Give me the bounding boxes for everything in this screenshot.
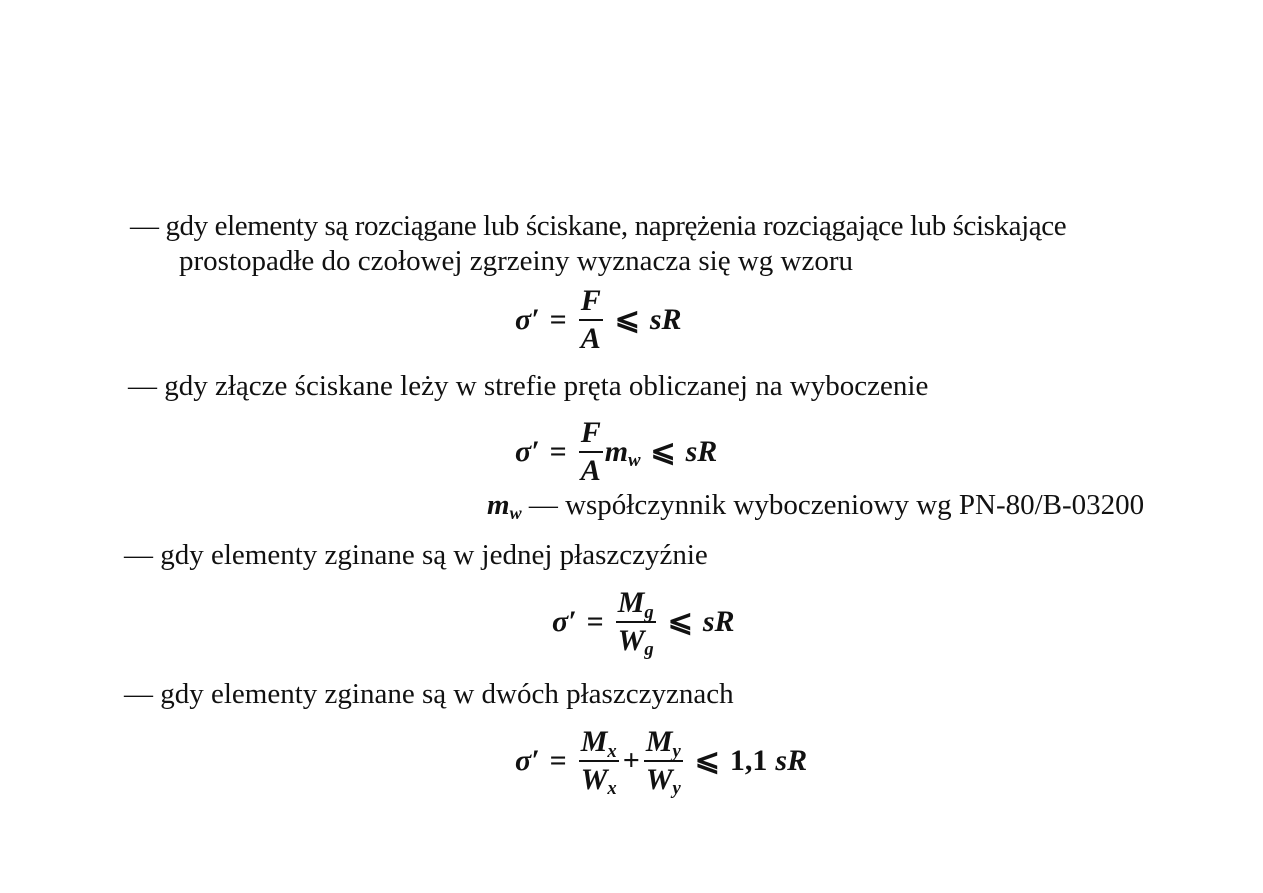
formula-4-rhs: sR <box>775 743 808 777</box>
formula-4-denominator-2 <box>644 762 683 800</box>
formula-3-denominator <box>616 623 656 661</box>
formula-3-leq: ⩽ <box>667 605 693 638</box>
formula-3-denominator-subscript: g <box>644 639 654 661</box>
formula-3-equals: = <box>586 604 604 638</box>
formula-4-numerator-1 <box>579 725 619 762</box>
formula-3-numerator <box>616 586 656 623</box>
condition-2: — gdy złącze ściskane leży w strefie pręta obliczanej na wyboczenie <box>128 370 929 402</box>
formula-1-numerator: F <box>580 284 601 317</box>
formula-2-numerator: F <box>580 416 601 449</box>
formula-3-numerator-subscript: g <box>644 601 654 623</box>
note-symbol-subscript: w <box>509 503 522 524</box>
formula-3-fraction <box>616 586 656 661</box>
formula-2-factor-symbol: m <box>604 434 629 468</box>
formula-1 <box>515 285 682 354</box>
formula-4-leq: ⩽ <box>694 744 720 777</box>
formula-2-equals: = <box>549 434 567 468</box>
formula-4-coefficient: 1,1 <box>729 743 768 777</box>
formula-3 <box>552 586 735 661</box>
condition-3: — gdy elementy zginane są w jednej płaszczyźnie <box>124 539 708 571</box>
formula-2-leq: ⩽ <box>650 435 676 468</box>
formula-2 <box>515 417 717 486</box>
formula-4-fraction-1 <box>579 725 619 800</box>
formula-2-lhs: σ′ <box>515 434 540 468</box>
formula-4-denominator-1 <box>579 762 619 800</box>
note-text: — współczynnik wyboczeniowy wg PN-80/B-03200 <box>528 489 1145 521</box>
fraction-bar <box>579 319 603 321</box>
condition-1-line-2: prostopadłe do czołowej zgrzeiny wyznacza się wg wzoru <box>179 245 853 277</box>
formula-1-equals: = <box>549 302 567 336</box>
formula-1-rhs: sR <box>649 302 682 336</box>
formula-4-denominator-2-symbol: W <box>645 762 673 796</box>
formula-4-numerator-2-symbol: M <box>645 725 673 758</box>
formula-4-numerator-2 <box>644 725 683 762</box>
formula-1-leq: ⩽ <box>614 303 640 336</box>
formula-4-numerator-1-subscript: x <box>607 740 617 762</box>
condition-1-line-1: — gdy elementy są rozciągane lub ściskane, naprężenia rozciągające lub ściskające <box>130 210 1067 242</box>
formula-3-denominator-symbol: W <box>617 623 645 657</box>
formula-4-lhs: σ′ <box>515 743 540 777</box>
formula-2-fraction <box>579 417 603 486</box>
formula-2-factor <box>604 434 641 472</box>
formula-3-numerator-symbol: M <box>617 586 645 619</box>
formula-4-denominator-2-subscript: y <box>672 778 681 800</box>
formula-2-note <box>487 489 1145 524</box>
note-symbol-letter: m <box>487 489 510 521</box>
formula-2-factor-subscript: w <box>628 450 641 472</box>
formula-4-numerator-1-symbol: M <box>580 725 608 758</box>
formula-4-denominator-1-subscript: x <box>607 778 617 800</box>
formula-2-rhs: sR <box>685 434 718 468</box>
formula-4-numerator-2-subscript: y <box>672 740 681 762</box>
formula-4 <box>515 725 808 800</box>
formula-4-plus: + <box>622 743 640 777</box>
formula-1-fraction <box>579 285 603 354</box>
formula-1-denominator: A <box>580 321 601 355</box>
formula-4-equals: = <box>549 743 567 777</box>
formula-3-lhs: σ′ <box>552 604 577 638</box>
condition-4: — gdy elementy zginane są w dwóch płaszczyznach <box>124 678 734 710</box>
note-symbol <box>487 489 522 524</box>
formula-3-rhs: sR <box>702 604 735 638</box>
fraction-bar <box>579 451 603 453</box>
formula-4-denominator-1-symbol: W <box>580 762 608 796</box>
formula-4-fraction-2 <box>644 725 683 800</box>
formula-1-lhs: σ′ <box>515 302 540 336</box>
formula-2-denominator: A <box>580 453 601 487</box>
